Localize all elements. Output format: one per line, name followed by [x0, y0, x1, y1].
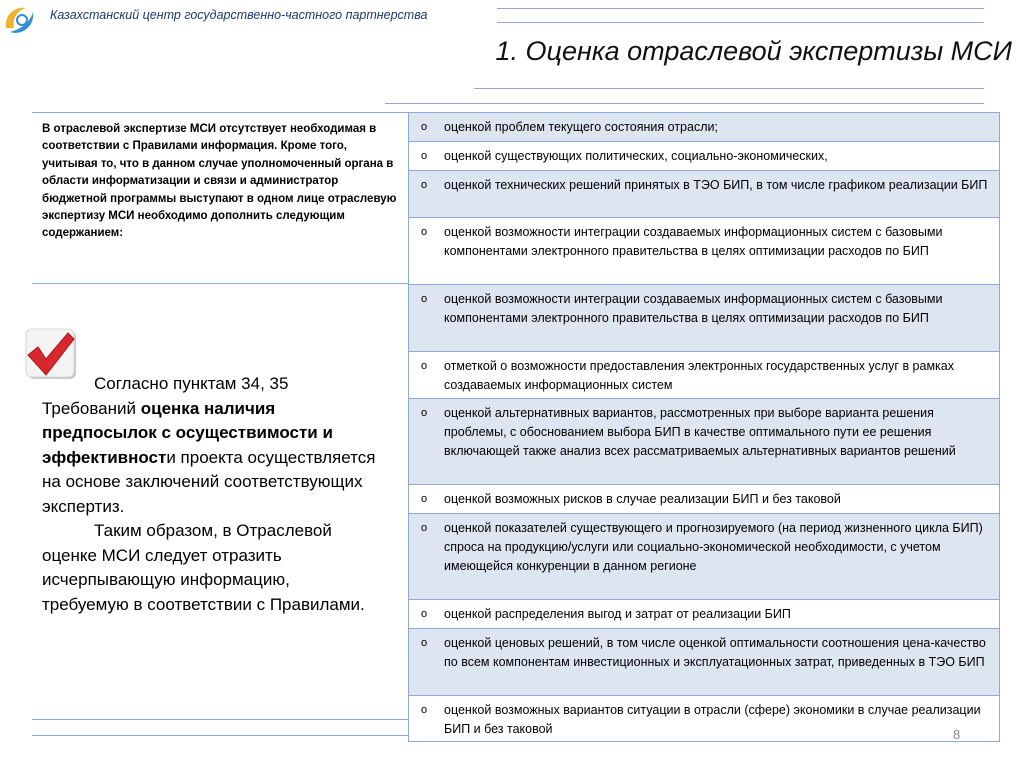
bullet-icon: o [421, 293, 428, 305]
footer-line [32, 735, 408, 736]
list-item: o оценкой возможности интеграции создаваемых информационных систем с базовыми компонентами электронного правительства в целях оптимизации расходов по БИП [409, 284, 999, 351]
body-text-bold: оценка наличия предпосылок с осуществимости и эффективност [42, 398, 333, 467]
body-text-plain: и проекта осуществляется на основе заключений соответствующих экспертиз. [42, 447, 376, 516]
bullet-icon: o [421, 704, 428, 716]
bullet-icon: o [421, 608, 428, 620]
bullet-icon: o [421, 493, 428, 505]
list-item: o оценкой показателей существующего и прогнозируемого (на период жизненного цикла БИП) спроса на продукцию/услуги или социально-экономической необходимости, с учетом имеющейся конкуренции в данном регионе [409, 513, 999, 599]
list-item: o оценкой возможных вариантов ситуации в отрасли (сфере) экономики в случае реализации БИП и без таковой [409, 695, 999, 742]
bullet-icon: o [421, 226, 428, 238]
list-item: o оценкой проблем текущего состояния отрасли; [409, 112, 999, 141]
page-number: 8 [953, 727, 961, 742]
left-note-text: В отраслевой экспертизе МСИ отсутствует необходимая в соответствии с Правилами информация. Кроме того, учитывая то, что в данном случае уполномоченный органа в области информатизации и связи и администратор бюджетной программы выступают в одном лице отраслевую экспертизу МСИ необходимо дополнить следующим содержанием: [42, 123, 397, 240]
organization-logo-icon [2, 2, 38, 38]
footer-line [32, 719, 408, 720]
list-item: o оценкой технических решений принятых в ТЭО БИП, в том числе графиком реализации БИП [409, 170, 999, 217]
requirements-list [408, 112, 1000, 742]
body-text [42, 372, 377, 617]
header-line [474, 88, 984, 89]
list-item: o оценкой возможности интеграции создаваемых информационных систем с базовыми компонентами электронного правительства в целях оптимизации расходов по БИП [409, 217, 999, 284]
body-paragraph-2 [42, 519, 377, 617]
list-item: o оценкой возможных рисков в случае реализации БИП и без таковой [409, 484, 999, 513]
header-line [497, 8, 984, 9]
list-item: o оценкой ценовых решений, в том числе оценкой оптимальности соотношения цена-качество по всем компонентам инвестиционных и эксплуатационных затрат, приведенных в ТЭО БИП [409, 628, 999, 695]
list-item: o оценкой существующих политических, социально-экономических, [409, 141, 999, 170]
body-text-plain: Согласно пунктам 34, 35 Требований [42, 374, 289, 418]
body-text-plain: Таким образом, в Отраслевой оценке МСИ следует отразить исчерпывающую информацию, требуемую в соответствии с Правилами. [42, 521, 365, 614]
list-item: o оценкой альтернативных вариантов, рассмотренных при выборе варианта решения проблемы, с обоснованием выбора БИП в качестве оптимального пути ее решения включающей также анализ всех рассматриваемых альтернативных вариантов решений [409, 398, 999, 484]
header-line [385, 103, 984, 104]
bullet-icon: o [421, 179, 428, 191]
bullet-icon: o [421, 407, 428, 419]
bullet-icon: o [421, 360, 428, 372]
list-item: o отметкой о возможности предоставления электронных государственных услуг в рамках создаваемых информационных систем [409, 351, 999, 398]
bullet-icon: o [421, 522, 428, 534]
body-paragraph-1 [42, 372, 377, 519]
bullet-icon: o [421, 121, 428, 133]
slide-title: 1. Оценка отраслевой экспертизы МСИ [495, 36, 1012, 66]
bullet-icon: o [421, 150, 428, 162]
list-item: o оценкой распределения выгод и затрат от реализации БИП [409, 599, 999, 628]
bullet-icon: o [421, 637, 428, 649]
header-line [497, 22, 984, 23]
organization-name: Казахстанский центр государственно-частного партнерства [50, 8, 428, 22]
left-note-cell [32, 112, 408, 284]
